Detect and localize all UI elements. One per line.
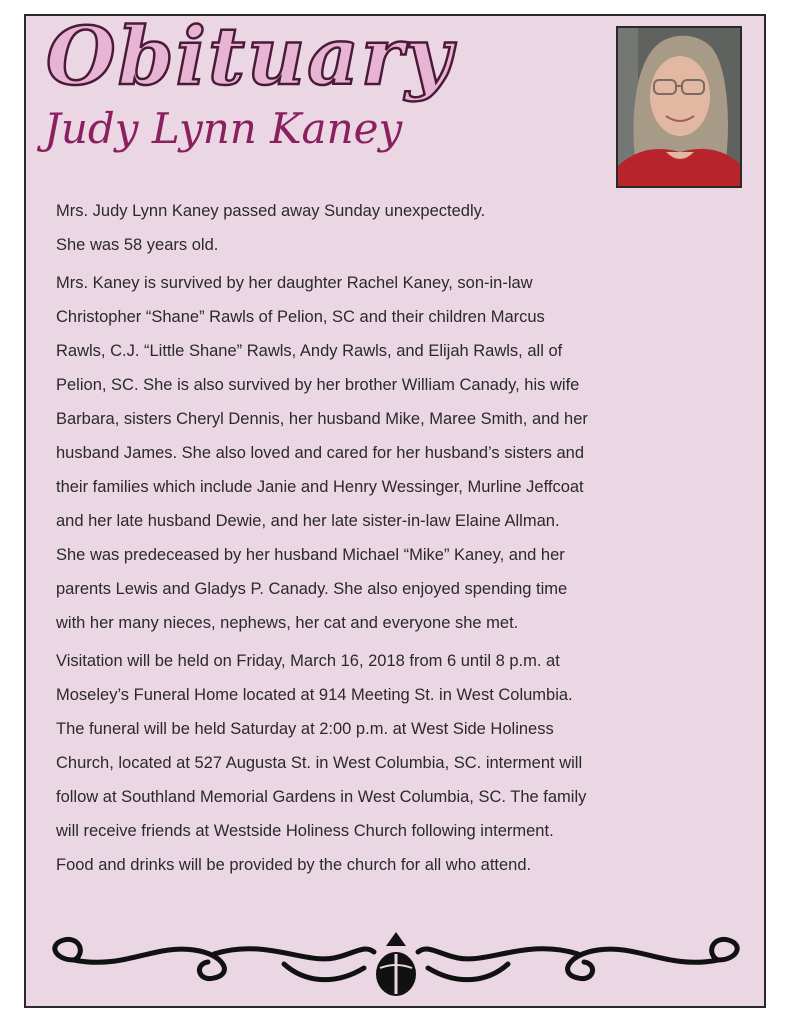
paragraph-survivors — [56, 266, 746, 640]
text-line: and her late husband Dewie, and her late sister-in-law Elaine Allman. — [56, 512, 560, 530]
text-line: Visitation will be held on Friday, March 16, 2018 from 6 until 8 p.m. at — [56, 652, 560, 670]
text-line: Mrs. Kaney is survived by her daughter Rachel Kaney, son-in-law — [56, 274, 533, 292]
text-line: with her many nieces, nephews, her cat and everyone she met. — [56, 614, 519, 632]
text-line: Barbara, sisters Cheryl Dennis, her husband Mike, Maree Smith, and her — [56, 410, 588, 428]
obituary-card — [24, 9, 766, 1008]
text-line: follow at Southland Memorial Gardens in West Columbia, SC. The family — [56, 788, 587, 806]
text-line: She was 58 years old. — [56, 236, 219, 254]
scroll-divider-ornament-icon — [34, 924, 758, 1000]
text-line: parents Lewis and Gladys P. Canady. She also enjoyed spending time — [56, 580, 568, 598]
text-line: The funeral will be held Saturday at 2:00 p.m. at West Side Holiness — [56, 720, 554, 738]
paragraph-intro — [56, 194, 746, 262]
text-line: She was predeceased by her husband Michael “Mike” Kaney, and her — [56, 546, 565, 564]
text-line: Mrs. Judy Lynn Kaney passed away Sunday unexpectedly. — [56, 202, 486, 220]
page-title: Obituary — [46, 9, 454, 103]
text-line: their families which include Janie and Henry Wessinger, Murline Jeffcoat — [56, 478, 584, 496]
deceased-name: Judy Lynn Kaney — [44, 104, 403, 153]
text-line: will receive friends at Westside Holiness Church following interment. — [56, 822, 554, 840]
portrait-photo — [616, 26, 742, 188]
text-line: Church, located at 527 Augusta St. in West Columbia, SC. interment will — [56, 754, 583, 772]
text-line: Christopher “Shane” Rawls of Pelion, SC and their children Marcus — [56, 308, 545, 326]
portrait-icon — [618, 28, 740, 186]
text-line: Pelion, SC. She is also survived by her brother William Canady, his wife — [56, 376, 580, 394]
text-line: Rawls, C.J. “Little Shane” Rawls, Andy Rawls, and Elijah Rawls, all of — [56, 342, 563, 360]
text-line: Food and drinks will be provided by the church for all who attend. — [56, 856, 532, 874]
paragraph-services — [56, 644, 746, 882]
text-line: husband James. She also loved and cared for her husband’s sisters and — [56, 444, 585, 462]
obituary-body — [56, 194, 746, 886]
text-line: Moseley’s Funeral Home located at 914 Meeting St. in West Columbia. — [56, 686, 573, 704]
